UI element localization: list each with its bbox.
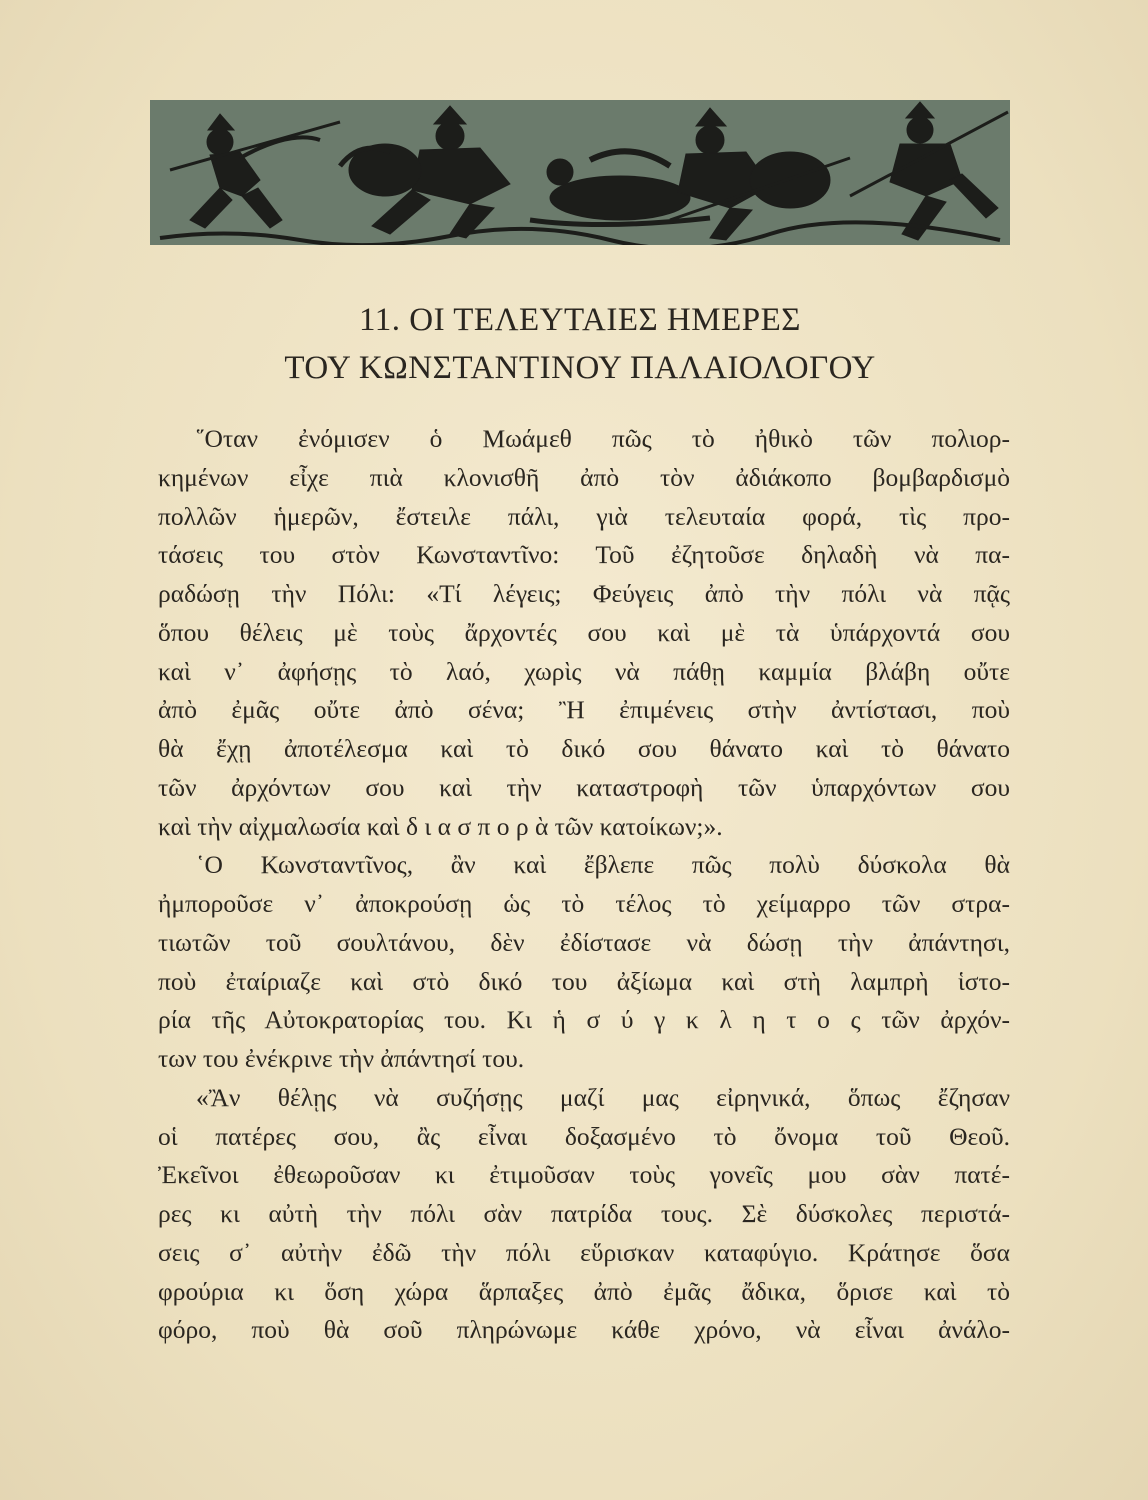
text-line: ῾Ο Κωνσταντῖνος, ἂν καὶ ἔβλεπε πῶς πολὺ δύσκολα θὰ — [196, 850, 1010, 880]
text-line: Ἐκεῖνοι ἐθεωροῦσαν κι ἐτιμοῦσαν τοὺς γονεῖς μου σὰν πατέ- — [158, 1160, 1010, 1190]
text-line: καὶ ν᾽ ἀφήσῃς τὸ λαό, χωρὶς νὰ πάθῃ καμμία βλάβη οὔτε — [158, 656, 1010, 686]
text-line: ρία τῆς Αὐτοκρατορίας του. Κι ἡ σ ύ γ κ λ η τ ο ς τῶν ἀρχόν- — [158, 1005, 1010, 1035]
text-line: τάσεις του στὸν Κωνσταντῖνο: Τοῦ ἐζητοῦσε δηλαδὴ νὰ πα- — [158, 540, 1010, 570]
body-text — [158, 420, 1010, 1350]
text-line: φόρο, ποὺ θὰ σοῦ πληρώνωμε κάθε χρόνο, νὰ εἶναι ἀνάλο- — [158, 1315, 1010, 1345]
text-line: ῞Οταν ἐνόμισεν ὁ Μωάμεθ πῶς τὸ ἠθικὸ τῶν πολιορ- — [196, 424, 1010, 453]
text-line: σεις σ᾽ αὐτὴν ἐδῶ τὴν πόλι εὕρισκαν καταφύγιο. Κράτησε ὅσα — [158, 1237, 1010, 1267]
warriors-frieze-icon — [150, 100, 1010, 245]
text-line: θὰ ἔχῃ ἀποτέλεσμα καὶ τὸ δικό σου θάνατο καὶ τὸ θάνατο — [158, 734, 1010, 763]
title-line-1: 11. ΟΙ ΤΕΛΕΥΤΑΙΕΣ ΗΜΕΡΕΣ — [359, 302, 801, 338]
text-line: πολλῶν ἡμερῶν, ἔστειλε πάλι, γιὰ τελευταία φορά, τὶς προ- — [158, 501, 1010, 531]
text-line: ραδώσῃ τὴν Πόλι: «Τί λέγεις; Φεύγεις ἀπὸ τὴν πόλι νὰ πᾷς — [158, 579, 1010, 608]
text-line: ρες κι αὐτὴ τὴν πόλι σὰν πατρίδα τους. Σὲ δύσκολες περιστά- — [158, 1199, 1010, 1228]
text-line: ἠμποροῦσε ν᾽ ἀποκρούσῃ ὡς τὸ τέλος τὸ χείμαρρο τῶν στρα- — [158, 889, 1010, 918]
text-line: καὶ τὴν αἰχμαλωσία καὶ δ ι α σ π ο ρ ὰ τῶν κατοίκων;». — [158, 811, 723, 841]
text-line: τῶν ἀρχόντων σου καὶ τὴν καταστροφὴ τῶν ὑπαρχόντων σου — [158, 772, 1010, 802]
decorative-banner — [150, 100, 1010, 245]
text-line: οἱ πατέρες σου, ἂς εἶναι δοξασμένο τὸ ὄνομα τοῦ Θεοῦ. — [158, 1121, 1010, 1151]
chapter-title — [150, 296, 1010, 392]
text-line: ποὺ ἐταίριαζε καὶ στὸ δικό του ἀξίωμα καὶ στὴ λαμπρὴ ἱστο- — [158, 966, 1010, 996]
text-line: κημένων εἶχε πιὰ κλονισθῆ ἀπὸ τὸν ἀδιάκοπο βομβαρδισμὸ — [158, 462, 1010, 492]
text-line: ἀπὸ ἐμᾶς οὔτε ἀπὸ σένα; Ἢ ἐπιμένεις στὴν ἀντίστασι, ποὺ — [158, 695, 1010, 725]
text-line: τιωτῶν τοῦ σουλτάνου, δὲν ἐδίστασε νὰ δώσῃ τὴν ἀπάντησι, — [158, 927, 1010, 957]
text-line: «Ἂν θέλῃς νὰ συζήσῃς μαζί μας εἰρηνικά, ὅπως ἔζησαν — [196, 1082, 1010, 1112]
text-line: ὅπου θέλεις μὲ τοὺς ἄρχοντές σου καὶ μὲ τὰ ὑπάρχοντά σου — [158, 617, 1010, 647]
text-line: των του ἐνέκρινε τὴν ἀπάντησί του. — [158, 1044, 525, 1073]
text-line: φρούρια κι ὅση χώρα ἅρπαξες ἀπὸ ἐμᾶς ἄδικα, ὅρισε καὶ τὸ — [158, 1276, 1010, 1306]
title-line-2: ΤΟΥ ΚΩΝΣΤΑΝΤΙΝΟΥ ΠΑΛΑΙΟΛΟΓΟΥ — [284, 350, 876, 386]
